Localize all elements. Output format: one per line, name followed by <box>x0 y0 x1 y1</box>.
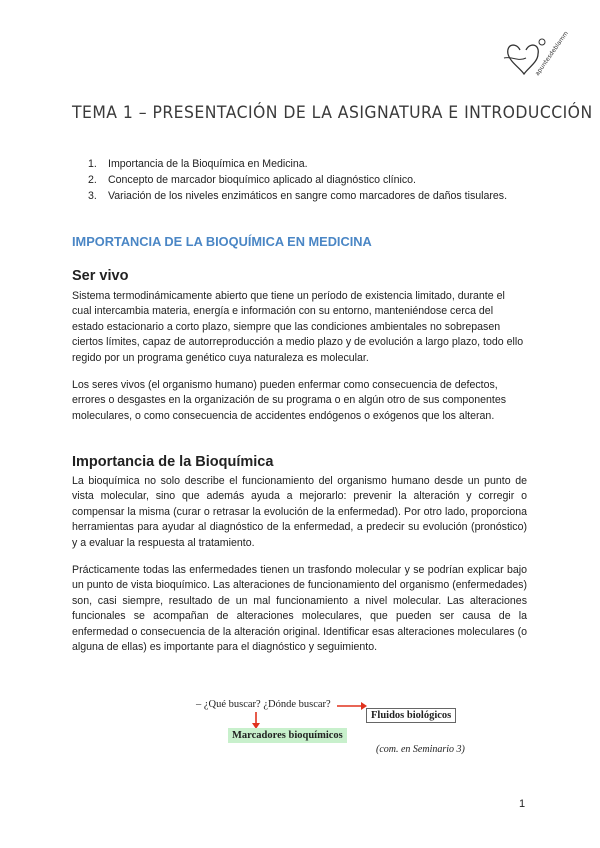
seminar-note: (com. en Seminario 3) <box>376 744 465 755</box>
markers-diagram <box>196 698 496 768</box>
toc-item <box>88 188 507 204</box>
markers-box: Marcadores bioquímicos <box>228 728 347 743</box>
subheading-ser-vivo: Ser vivo <box>72 268 129 284</box>
subheading-importancia: Importancia de la Bioquímica <box>72 454 274 470</box>
logo-text: apuntesdeblamm <box>533 30 570 78</box>
fluids-box: Fluidos biológicos <box>366 708 456 723</box>
table-of-contents <box>88 156 507 204</box>
page-title: TEMA 1 – PRESENTACIÓN DE LA ASIGNATURA E INTRODUCCIÓN <box>72 103 593 123</box>
paragraph-importancia-1: La bioquímica no solo describe el funcionamiento del organismo humano desde un punto de vista molecular, sino que además ayuda a mejorarlo: prevenir la alteración y corregir o compensar la misma (curar o retrasar la evolución de la enfermedad). Por otro lado, proporciona herramientas para ayudar al diagnóstico de la enfermedad, a predecir su evolución (pronóstico) y a evaluar la respuesta al tratamiento. <box>72 475 527 549</box>
toc-item <box>88 172 507 188</box>
section-heading: IMPORTANCIA DE LA BIOQUÍMICA EN MEDICINA <box>72 234 372 249</box>
toc-item <box>88 156 507 172</box>
paragraph-ser-vivo-disease: Los seres vivos (el organismo humano) pueden enfermar como consecuencia de defectos, errores o desgastes en la organización de su programa o en algún otro de sus componentes moleculares, o como consecuencia de accidentes endógenos o exógenos que los alteran. <box>72 379 507 422</box>
toc-text: Concepto de marcador bioquímico aplicado al diagnóstico clínico. <box>108 174 416 186</box>
brand-logo <box>498 28 578 92</box>
toc-number: 2. <box>88 174 97 186</box>
toc-number: 3. <box>88 190 97 202</box>
paragraph-importancia-2: Prácticamente todas las enfermedades tienen un trasfondo molecular y se podrían explicar bajo un punto de vista bioquímico. Las alteraciones de funcionamiento del organismo (enfermedades) son, casi siempre, resultado de un mal funcionamiento a nivel molecular. Las alteraciones funcionales se acompañan de alteraciones moleculares, que pueden ser causa de la enfermedad o consecuencia de la alteración original. Identificar esas alteraciones moleculares (o alguna de ellas) es importante para el diagnóstico y seguimiento. <box>72 564 527 654</box>
paragraph-ser-vivo-definition: Sistema termodinámicamente abierto que tiene un período de existencia limitado, durante el cual intercambia materia, energía e información con su entorno, manteniéndose cerca del estado estacionario a corto plazo, siempre que las condiciones ambientales no sobrepasen ciertos límites, capaz de autorreproducción a medio plazo y de evolución a largo plazo, todo ello regido por un programa genético cuya naturaleza es molecular. <box>72 290 524 364</box>
toc-text: Variación de los niveles enzimáticos en sangre como marcadores de daños tisulares. <box>108 190 508 202</box>
page-number: 1 <box>519 798 526 810</box>
diagram-question: – ¿Qué buscar? ¿Dónde buscar? <box>196 699 331 710</box>
toc-number: 1. <box>88 158 97 170</box>
toc-text: Importancia de la Bioquímica en Medicina. <box>108 158 308 170</box>
